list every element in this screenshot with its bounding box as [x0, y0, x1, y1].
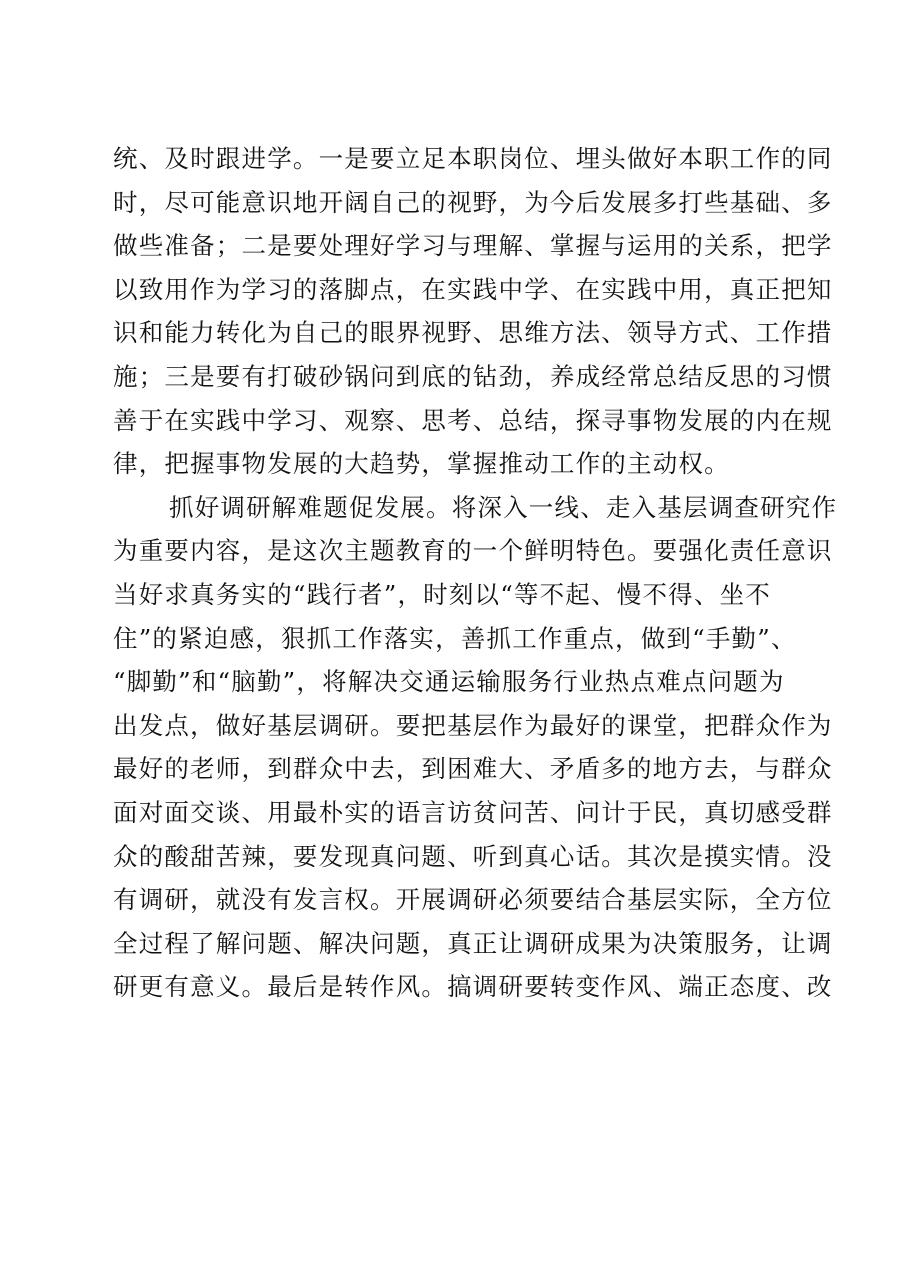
- text-line: 最好的老师，到群众中去，到困难大、矛盾多的地方去，与群众: [113, 754, 833, 784]
- text-line: “脚勤”和“脑勤”，将解决交通运输服务行业热点难点问题为: [113, 667, 785, 697]
- text-line: 有调研，就没有发言权。开展调研必须要结合基层实际，全方位: [113, 885, 833, 915]
- text-line: 时，尽可能意识地开阔自己的视野，为今后发展多打些基础、多: [113, 187, 833, 217]
- text-line: 以致用作为学习的落脚点，在实践中学、在实践中用，真正把知: [113, 274, 833, 304]
- text-line: 统、及时跟进学。一是要立足本职岗位、埋头做好本职工作的同: [113, 144, 833, 173]
- text-line: 律，把握事物发展的大趋势，掌握推动工作的主动权。: [113, 449, 730, 479]
- text-line: 全过程了解问题、解决问题，真正让调研成果为决策服务，让调: [113, 928, 833, 958]
- text-line: 善于在实践中学习、观察、思考、总结，探寻事物发展的内在规: [113, 405, 833, 435]
- text-line: 识和能力转化为自己的眼界视野、思维方法、领导方式、工作措: [113, 318, 833, 348]
- text-line: 做些准备；二是要处理好学习与理解、掌握与运用的关系，把学: [113, 231, 833, 261]
- paragraph-start-line: 抓好调研解难题促发展。将深入一线、走入基层调查研究作: [169, 492, 838, 522]
- text-line: 住”的紧迫感，狠抓工作落实，善抓工作重点，做到“手勤”、: [113, 623, 797, 653]
- text-line: 众的酸甜苦辣，要发现真问题、听到真心话。其次是摸实情。没: [113, 841, 833, 871]
- text-line: 出发点，做好基层调研。要把基层作为最好的课堂，把群众作为: [113, 710, 833, 740]
- text-line: 当好求真务实的“践行者”，时刻以“等不起、慢不得、坐不: [113, 579, 771, 609]
- text-line: 研更有意义。最后是转作风。搞调研要转变作风、端正态度、改: [113, 972, 833, 1002]
- text-line: 施；三是要有打破砂锅问到底的钻劲，养成经常总结反思的习惯: [113, 361, 833, 391]
- text-line: 为重要内容，是这次主题教育的一个鲜明特色。要强化责任意识: [113, 536, 833, 566]
- body-text: [113, 137, 838, 1009]
- text-line: 面对面交谈、用最朴实的语言访贫问苦、问计于民，真切感受群: [113, 797, 833, 827]
